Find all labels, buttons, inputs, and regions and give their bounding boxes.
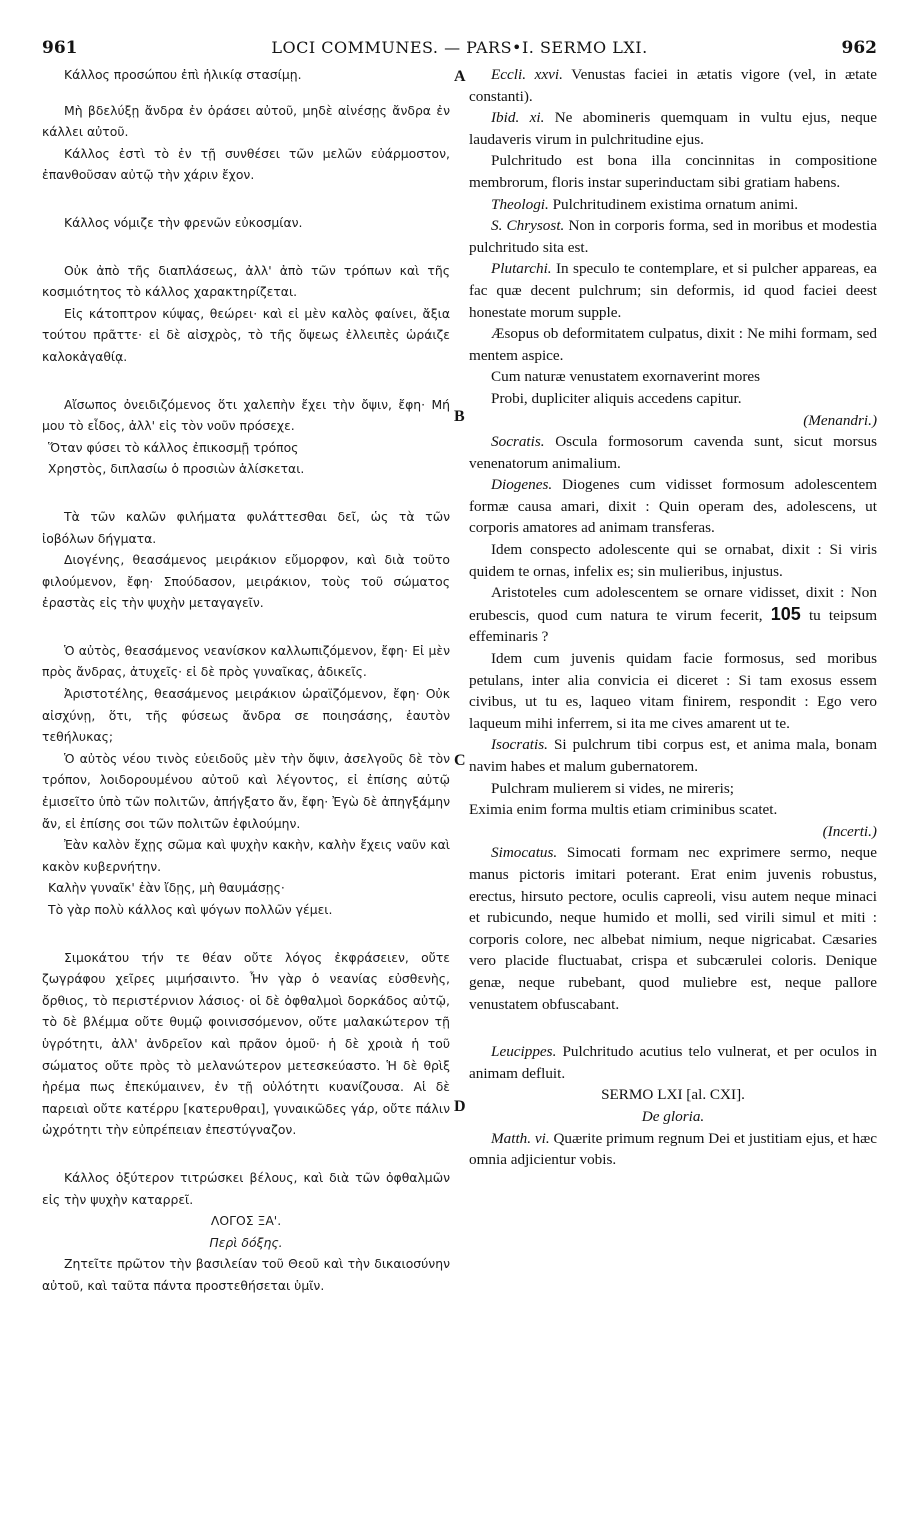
latin-text: Si pulchrum tibi corpus est, et anima mala, bonam navim habes et malum gubernatorem. <box>469 736 878 775</box>
running-title: LOCI COMMUNES. — PARS•I. SERMO LXI. <box>271 38 648 57</box>
margin-letter-a: A <box>454 68 466 85</box>
attribution: (Menandri.) <box>803 411 877 429</box>
latin-sermon-heading: SERMO LXI [al. CXI]. <box>601 1086 745 1104</box>
greek-column <box>42 64 450 1297</box>
greek-paragraph: Κάλλος ἐστὶ τὸ ἐν τῇ συνθέσει τῶν μελῶν εὐάρμοστον, ἐπανθοῦσαν αὐτῷ τὴν χάριν ἔχον. <box>42 145 450 183</box>
greek-paragraph: Κάλλος νόμιζε τὴν φρενῶν εὐκοσμίαν. <box>64 214 303 230</box>
margin-letter-c: C <box>454 752 466 769</box>
source-author: Theologi. <box>491 195 549 213</box>
greek-paragraph: Εἰς κάτοπτρον κύψας, θεώρει· καὶ εἰ μὲν καλὸς φαίνει, ἄξια τούτου πρᾶττε· εἰ δὲ αἰσχρὸς, τὸ τῆς ὄψεως ἐλλειπὲς ὡράιζε καλοκἀγαθίᾳ. <box>42 305 450 364</box>
latin-text: Oscula formosorum cavenda sunt, sicut morsus venenatorum animalium. <box>469 433 877 472</box>
latin-paragraph <box>469 1041 877 1084</box>
latin-paragraph: Æsopus ob deformitatem culpatus, dixit : Ne mihi formam, sed mentem aspice. <box>469 325 877 364</box>
latin-paragraph <box>469 194 877 216</box>
greek-paragraph: Ζητεῖτε πρῶτον τὴν βασιλείαν τοῦ Θεοῦ καὶ τὴν δικαιοσύνην αὐτοῦ, καὶ ταῦτα πάντα προστεθήσεται ὑμῖν. <box>42 1256 450 1293</box>
latin-verse: Probi, dupliciter aliquis accedens capitur. <box>491 389 742 407</box>
source-author: Socratis. <box>491 433 545 451</box>
greek-paragraph: Διογένης, θεασάμενος μειράκιον εὔμορφον, καὶ διὰ τοῦτο φιλούμενον, ἔφη· Σπούδασον, μειράκιον, τοὺς τοῦ σώματος ἐραστὰς εἰς τὴν ψυχὴν μεταγαγεῖν. <box>42 552 450 611</box>
source-author: Leucippes. <box>491 1043 557 1061</box>
latin-paragraph <box>469 258 877 323</box>
latin-paragraph <box>469 64 877 107</box>
greek-sermon-subheading: Περὶ δόξης. <box>209 1234 283 1250</box>
source-author: Plutarchi. <box>491 260 552 278</box>
latin-text: Non in corporis forma, sed in moribus et modestia pulchritudo sita est. <box>469 217 878 256</box>
latin-paragraph <box>469 215 877 258</box>
source-author: Matth. vi. <box>491 1129 550 1147</box>
latin-text: Pulchritudo acutius telo vulnerat, et per oculos in animam defluit. <box>469 1043 878 1082</box>
latin-verse: Pulchram mulierem si vides, ne mireris; <box>491 779 734 797</box>
greek-paragraph: Κάλλος ὀξύτερον τιτρώσκει βέλους, καὶ διὰ τῶν ὀφθαλμῶν εἰς τὴν ψυχὴν καταρρεῖ. <box>42 1169 450 1207</box>
greek-paragraph: Ὁ αὐτὸς, θεασάμενος νεανίσκον καλλωπιζόμενον, ἔφη· Εἰ μὲν πρὸς ἄνδρας, ἀτυχεῖς· εἰ δὲ πρὸς γυναῖκας, ἀδικεῖς. <box>42 642 450 680</box>
greek-paragraph: Μὴ βδελύξῃ ἄνδρα ἐν ὁράσει αὐτοῦ, μηδὲ αἰνέσῃς ἄνδρα ἐν κάλλει αὐτοῦ. <box>42 102 450 140</box>
latin-verse: Cum naturæ venustatem exornaverint mores <box>491 368 761 386</box>
latin-paragraph <box>469 582 877 648</box>
text-columns <box>42 64 877 1297</box>
greek-verse: Χρηστὸς, διπλασίω ὁ προσιὼν ἁλίσκεται. <box>48 461 305 477</box>
latin-paragraph <box>469 107 877 150</box>
latin-sermon-subheading: De gloria. <box>641 1107 705 1125</box>
attribution: (Incerti.) <box>822 822 877 840</box>
latin-paragraph <box>469 842 877 1015</box>
latin-text: Simocati formam nec exprimere sermo, neque manus pictoris imitari poterant. Erat enim juvenis robustus, erectus, hirsuto pectore, oculis capreoli, visu autem neque minaci et rubicundo, neque humido et molli, sed virili simul et miti : corporis colore, nec albebat nimium, neque nigricabat. Cæsaries vero placide fluctuabat, crispa et subcærulei coloris. Denique genæ, neque rubebant, quod muliebre est, neque pallore venustatem obfuscabant. <box>469 844 878 1013</box>
latin-text: Quærite primum regnum Dei et justitiam ejus, et hæc omnia adjicientur vobis. <box>469 1129 877 1169</box>
greek-paragraph: Οὐκ ἀπὸ τῆς διαπλάσεως, ἀλλ' ἀπὸ τῶν τρόπων καὶ τῆς κοσμιότητος τὸ κάλλος χαρακτηρίζεται. <box>42 262 450 300</box>
greek-paragraph: Ὁ αὐτὸς νέου τινὸς εὐειδοῦς μὲν τὴν ὄψιν, ἀσελγοῦς δὲ τὸν τρόπον, λοιδορουμένου αὐτοῦ καὶ λέγοντος, εἰ ἐπίσης αὐτῷ ἐμισεῖτο ὑπὸ τῶν πολιτῶν, ἀπήγξατο ἄν, ἔφη· Ἐγὼ δὲ ἀπηγξάμην ἄν, εἰ ἐπίσης σοι τῶν πολιτῶν ἐφιλούμην. <box>42 750 450 831</box>
latin-text: In speculo te contemplare, et si pulcher appareas, ea fac quæ decent pulchrum; sin deformis, id quod faciei deest honestate morum supple. <box>469 260 877 321</box>
greek-paragraph: Ἀριστοτέλης, θεασάμενος μειράκιον ὡραϊζόμενον, ἔφη· Οὐκ αἰσχύνῃ, ὅτι, τῆς φύσεως ἄνδρα σε ποιησάσης, ἑαυτὸν τεθήλυκας; <box>42 686 450 745</box>
source-author: Diogenes. <box>491 476 553 494</box>
greek-paragraph: Σιμοκάτου τήν τε θέαν οὔτε λόγος ἐκφράσειεν, οὔτε ζωγράφου χεῖρες μιμήσαιντο. Ἦν γὰρ ὁ νεανίας εὐσθενὴς, ὄρθιος, τὸ περιστέρνιον λάσιος· οἱ δὲ ὀφθαλμοὶ δορκάδος αὐτῷ, τὸ δὲ βλέμμα οὔτε θυμῷ φοινισσόμενον, οὔτε μαλακώτερον τῇ ὑγρότητι, ἀλλ' ἀνδρεῖον καὶ πρᾶον ὁμοῦ· ἡ δὲ χροιὰ ἡ τοῦ σώματος οὔτε πρὸς τὸ μελανώτερον μετεσκεύαστο. Ἡ δὲ θρὶξ ἠρέμα πως ἐπεκύμαινεν, ἐν τῇ οὐλότητι κυανίζουσα. Αἱ δὲ παρειαὶ οὔτε κατέρρυ [κατερυθραι], γυναικῶδες γάρ, οὔτε πάλιν ὠχρότητι τὴν εὐπρέπειαν ἐπεστύγναζον. <box>42 949 450 1138</box>
page-number-right: 962 <box>841 38 877 58</box>
greek-verse: Ὅταν φύσει τὸ κάλλος ἐπικοσμῇ τρόπος <box>48 439 299 455</box>
margin-letter-d: D <box>454 1098 466 1115</box>
greek-paragraph: Κάλλος προσώπου ἐπὶ ἡλικίᾳ στασίμῃ. <box>64 67 302 82</box>
latin-paragraph <box>469 1128 877 1171</box>
margin-letter-b: B <box>454 408 465 425</box>
greek-paragraph: Ἐὰν καλὸν ἔχῃς σῶμα καὶ ψυχὴν κακὴν, καλὴν ἔχεις ναῦν καὶ κακὸν κυβερνήτην. <box>42 837 450 874</box>
latin-paragraph: Idem conspecto adolescente qui se ornabat, dixit : Si viris quidem te ornas, infelix es; sin mulieribus, injustus. <box>469 541 877 580</box>
latin-verse: Eximia enim forma multis etiam criminibus scatet. <box>469 801 778 819</box>
latin-paragraph <box>469 474 877 539</box>
greek-paragraph: Τὰ τῶν καλῶν φιλήματα φυλάττεσθαι δεῖ, ὡς τὰ τῶν ἰοβόλων δήγματα. <box>42 508 450 546</box>
latin-paragraph: Idem cum juvenis quidam facie formosus, sed moribus petulans, inter alia convicia ei diceret : Si tam exosus essem civibus, ut tu es, laqueo vitam finirem, respondit : Ego vero laqueum mihi inferrem, si ita me cives amarent ut te. <box>469 650 877 732</box>
latin-text: Pulchritudinem existima ornatum animi. <box>552 195 799 213</box>
latin-column <box>469 64 877 1297</box>
latin-paragraph: Pulchritudo est bona illa concinnitas in compositione membrorum, floris instar superinductam sibi gratiam habens. <box>469 152 877 191</box>
reference-number: 105 <box>770 603 801 624</box>
latin-text: Venustas faciei in ætatis vigore (vel, in ætate constanti). <box>469 66 877 105</box>
latin-text: Diogenes cum vidisset formosum adolescentem formæ causa amari, dixit : Quin operam des, adolescens, ut corporis amatores ad animam transferas. <box>469 476 878 537</box>
latin-paragraph <box>469 734 877 777</box>
greek-sermon-heading: ΛΟΓΟΣ ΞΑ'. <box>210 1213 282 1229</box>
source-author: Ibid. xi. <box>491 109 545 127</box>
latin-text: Ne abomineris quemquam in vultu ejus, neque laudaveris virum in pulchritudine ejus. <box>469 109 878 148</box>
source-author: Eccli. xxvi. <box>491 66 563 83</box>
latin-paragraph <box>469 431 877 474</box>
latin-text: Aristoteles cum adolescentem se ornare vidisset, dixit : Non erubescis, quod cum natura te virum fecerit, <box>469 584 877 624</box>
latin-text: tu teipsum effeminaris ? <box>469 606 878 646</box>
source-author: Simocatus. <box>491 844 558 862</box>
source-author: S. Chrysost. <box>491 217 565 235</box>
greek-verse: Τὸ γὰρ πολὺ κάλλος καὶ ψόγων πολλῶν γέμει. <box>48 902 333 917</box>
greek-paragraph: Αἴσωπος ὀνειδιζόμενος ὅτι χαλεπὴν ἔχει τὴν ὄψιν, ἔφη· Μή μου τὸ εἶδος, ἀλλ' εἰς τὸν νοῦν πρόσεχε. <box>42 396 450 434</box>
running-header <box>42 34 877 60</box>
source-author: Isocratis. <box>491 736 548 754</box>
page-number-left: 961 <box>42 38 78 58</box>
greek-verse: Καλὴν γυναῖκ' ἐὰν ἴδῃς, μὴ θαυμάσῃς· <box>48 880 285 896</box>
